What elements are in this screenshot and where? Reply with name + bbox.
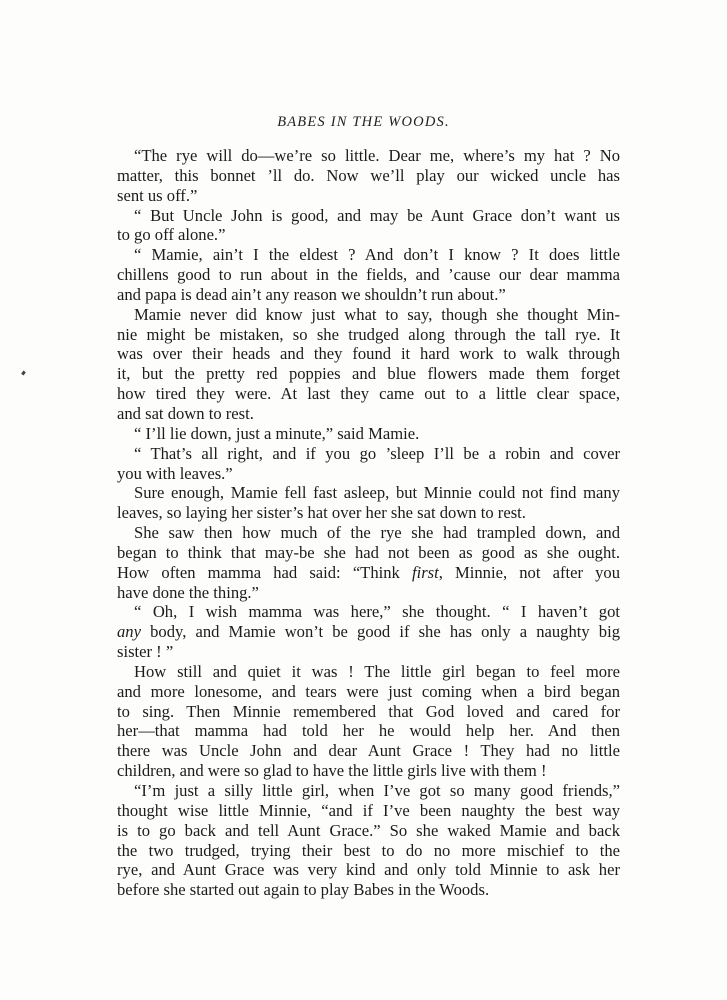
- text-line: How often mamma had said: “Think first, Minnie, not after you: [117, 562, 620, 582]
- paragraph: [117, 444, 620, 484]
- text-line: any body, and Mamie won’t be good if she has only a naughty big: [117, 622, 620, 642]
- text-line: chillens good to run about in the fields, and ’cause our dear mamma: [117, 265, 620, 285]
- text-line: rye, and Aunt Grace was very kind and only told Minnie to ask her: [117, 860, 620, 880]
- text-line: matter, this bonnet ’ll do. Now we’ll play our wicked uncle has: [117, 165, 620, 185]
- text-line: She saw then how much of the rye she had trampled down, and: [134, 523, 620, 543]
- text-line: leaves, so laying her sister’s hat over her she sat down to rest.: [117, 503, 526, 523]
- text-line: “ That’s all right, and if you go ’sleep I’ll be a robin and cover: [134, 443, 620, 463]
- text-line: to go off alone.”: [117, 225, 226, 245]
- body-text: [117, 146, 620, 900]
- paragraph: [117, 523, 620, 602]
- paragraph: [117, 662, 620, 781]
- text-line: you with leaves.”: [117, 463, 233, 483]
- paragraph: [117, 146, 620, 206]
- text-line: before she started out again to play Babes in the Woods.: [117, 880, 490, 900]
- running-head: BABES IN THE WOODS.: [277, 114, 450, 130]
- paragraph: [117, 245, 620, 305]
- paragraph: [117, 602, 620, 662]
- text-line: there was Uncle John and dear Aunt Grace ! They had no little: [117, 741, 620, 761]
- page-blemish: [21, 371, 26, 376]
- text-line: and sat down to rest.: [117, 403, 254, 423]
- text-line: it, but the pretty red poppies and blue flowers made them forget: [117, 364, 620, 384]
- text-line: was over their heads and they found it hard work to walk through: [117, 344, 620, 364]
- text-line: her—that mamma had told her he would help her. And then: [117, 721, 620, 741]
- text-line: “ But Uncle John is good, and may be Aunt Grace don’t want us: [134, 205, 620, 225]
- text-line: “ Oh, I wish mamma was here,” she thought. “ I haven’t got: [134, 602, 620, 622]
- text-line: Mamie never did know just what to say, though she thought Min-: [134, 304, 620, 324]
- emphasis: any: [117, 622, 141, 642]
- text-line: children, and were so glad to have the little girls live with them !: [117, 761, 547, 781]
- text-line: sent us off.”: [117, 185, 198, 205]
- paragraph: [117, 483, 620, 523]
- text-line: thought wise little Minnie, “and if I’ve been naughty the best way: [117, 800, 620, 820]
- text-line: “ I’ll lie down, just a minute,” said Mamie.: [134, 423, 420, 443]
- text-line: and more lonesome, and tears were just coming when a bird began: [117, 681, 620, 701]
- text-line: to sing. Then Minnie remembered that God loved and cared for: [117, 701, 620, 721]
- text-line: the two trudged, trying their best to do no more mischief to the: [117, 840, 620, 860]
- paragraph: [117, 424, 620, 444]
- paragraph: [117, 305, 620, 424]
- text-line: have done the thing.”: [117, 582, 259, 602]
- text-line: is to go back and tell Aunt Grace.” So she waked Mamie and back: [117, 820, 620, 840]
- text-line: and papa is dead ain’t any reason we shouldn’t run about.”: [117, 284, 506, 304]
- text-line: nie might be mistaken, so she trudged along through the tall rye. It: [117, 324, 620, 344]
- text-line: how tired they were. At last they came out to a little clear space,: [117, 384, 620, 404]
- text-line: Sure enough, Mamie fell fast asleep, but Minnie could not find many: [134, 483, 620, 503]
- text-line: “ Mamie, ain’t I the eldest ? And don’t I know ? It does little: [134, 245, 620, 265]
- paragraph: [117, 781, 620, 900]
- text-line: began to think that may-be she had not been as good as she ought.: [117, 542, 620, 562]
- text-line: “The rye will do—we’re so little. Dear me, where’s my hat ? No: [134, 146, 620, 165]
- text-line: sister ! ”: [117, 642, 174, 662]
- paragraph: [117, 206, 620, 246]
- text-line: “I’m just a silly little girl, when I’ve got so many good friends,”: [134, 781, 620, 800]
- emphasis: first: [411, 562, 439, 582]
- text-line: How still and quiet it was ! The little girl began to feel more: [134, 661, 620, 681]
